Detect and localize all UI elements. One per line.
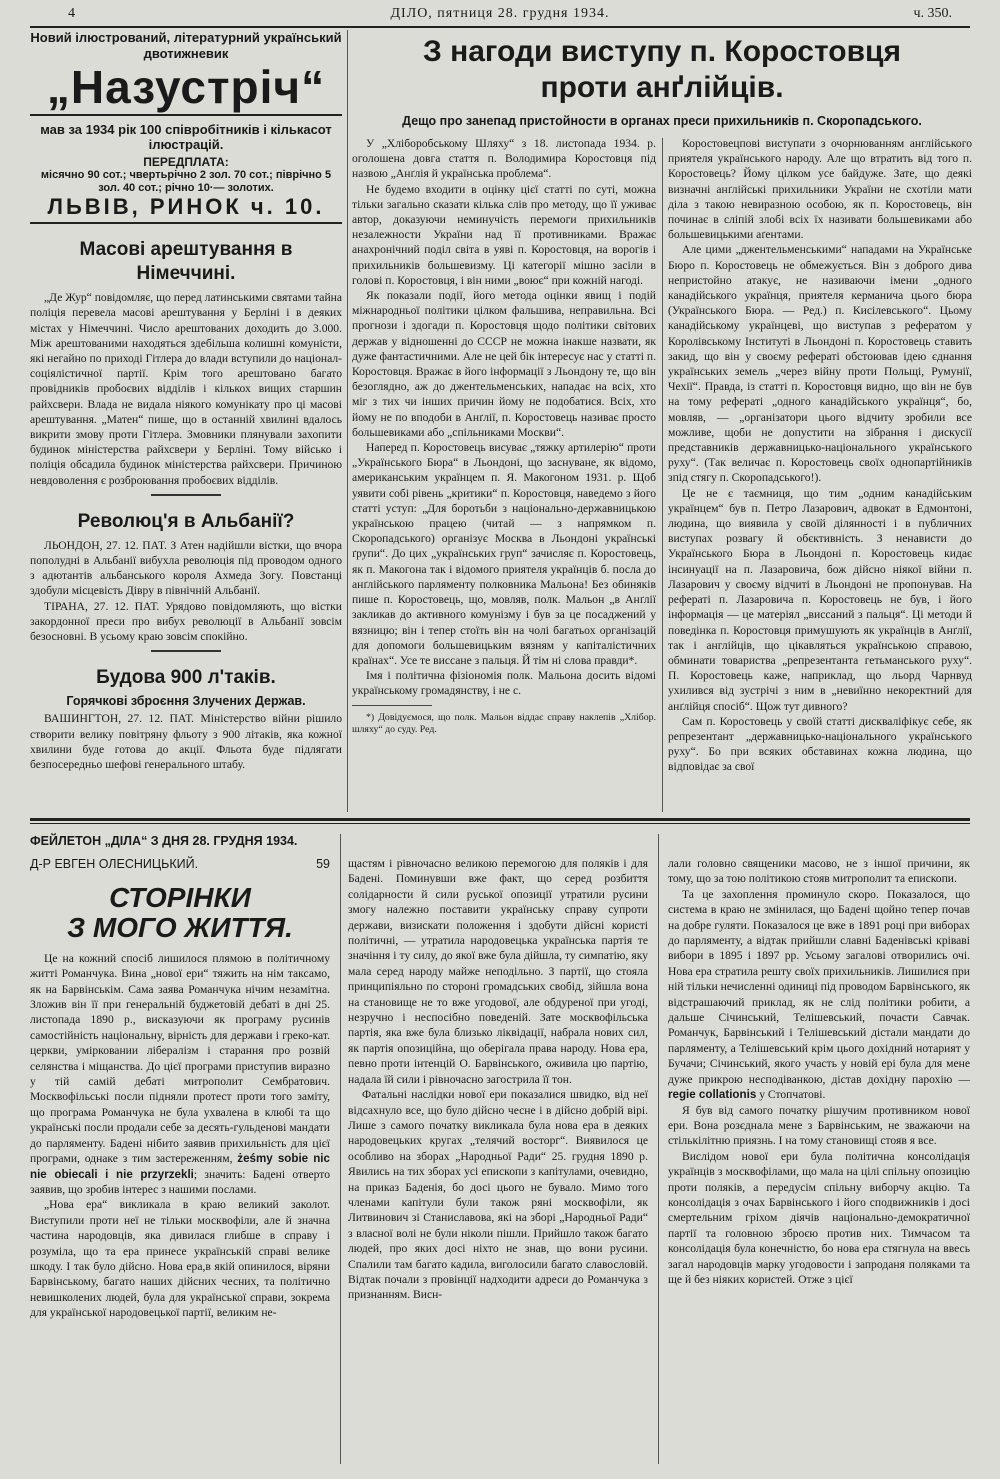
feuilleton-header: ФЕЙЛЕТОН „ДІЛА“ З ДНЯ 28. ГРУДНЯ 1934. xyxy=(30,834,298,848)
feuilleton-paragraph: „Нова ера“ викликала в краю великий заколот. Виступили проти неї не тільки москвофіли, але й значна частина народовців, яка дивилася глибше в справу і розуміла, що та ера принесе українській справі велике шкоду. І так було дійсно. Нова ера,в якій опинилося, віряни Барвінському, багато наших дійсних чесних, та політично невишколених людей, була для української справи, зокрема для української народовецької партії, великим не- xyxy=(30,1198,330,1320)
column-divider xyxy=(340,834,341,1464)
masthead-date: ДІЛО, пятниця 28. грудня 1934. xyxy=(390,6,610,21)
feuilleton-number: 59 xyxy=(316,857,330,872)
article-paragraph: Але цими „джентельменськими“ нападами на Українське Бюро п. Коростовець не обмежується. Він з доброго дива непристойно атакує, не називаючи імени „одного канадійського українця, приятеля керманича цього бюра (Українського Бюра. — Ред.) п. Кисілевського“. Цьому канадійському українцеві, що виступав з рефератом у Королівському Інституті в Льондоні п. Коростовець ставить закид, що він у своєму рефераті обстоював ідею єднання українських земель „через війну проти Польщі, Румунії, Чехії“. Правда, із статті п. Коростовця видно, що він не був на тому рефераті „одного канадійського українця“, бо, мовляв, — „організатори цього відчиту зробили все можливе, щоби не допустити на зібрання і дискусії представників державницько-національного українського руху“. (Так величає п. Коростовець своїх однопартійників зпід стягу п. Скоропадського!). xyxy=(668,243,972,485)
article-paragraph: Наперед п. Коростовець висуває „тяжку артилерію“ проти „Українського Бюра“ в Льондоні, що заснуване, як відомо, американським українцем п. Я. Макогоном 1931. р. Щоб уявити собі рівень „критики“ п. Коростовця, наведемо з його статті уступ: „Для боротьби з національно-державницькою українською працею (читай — з напрямком п. Скоропадського) організує Москва в Льондоні українські ґрупи“. До цих „українських груп“ зачисляє п. Коростовець, як п. Макогона так і відомого приятеля українців б. посла до анґлійського парляменту полковника Мальона! Без обиняків пише п. Коростовець, що, мовляв, полк. Мальон „в Анґлії закликав до активного комунізму і був за це посаджений у вязницю; він і тепер стоїть він на чолі багатьох організацій для допомоги большевицьким вязням у капіталістичних країнах“. Усе те виссане з пальця. Й тім ні слова правди*. xyxy=(352,441,656,667)
feuilleton-text: Це на кожний спосіб лишилося плямою в політичному житті Романчука. Вина „нової ери“ тяжить на нім таксамо, як на Барвінськім. Сама заява Романчука нічим незамітна. Зложив він її при генеральній буджетовій дебаті в дні 25. листопада 1890 р., висказуючи як програму русинів самостійність національну, вірність для держави і греко-кат. церкви, умірковании лібералізм і старання про розвій селянства і міщанства. До цієї програми приступив виразно у тій самій дебаті митрополит Сембратович. Москвофільські посли підняли протест проти того заміту, що програма Романчука не була ухвалена в клюбі та що українські посли продали себе за десять-гульденові мандати до парляменту. Бадені нібито заявив прихильність для цієї програми, однаке з тим застереженням, xyxy=(30,951,330,1166)
article-col-2 xyxy=(668,136,972,775)
feuilleton-col-1 xyxy=(30,834,330,1321)
article-subtitle: Дещо про занепад пристойности в органах преси прихильників п. Скоропадського. xyxy=(402,114,922,128)
article-col-1 xyxy=(352,136,656,775)
article-paragraph: У „Хліборобському Шляху“ з 18. листопада 1934. р. оголошена довга стаття п. Володимира Коростовця під назвою „Анґлія й українська проблема“. xyxy=(352,137,656,181)
news2-p1: ЛЬОНДОН, 27. 12. ПАТ. З Атен надійшли вістки, що вчора пополудні в Альбанії вибухла революція під проводом одного з адютантів альбанського короля Ахмеда Зогу. Повстанці здобули місцевість Діврy в північній Альбанії. xyxy=(30,538,342,598)
news1-body: „Де Жур“ повідомляє, що перед латинськими святами тайна поліція перевела масові арештування у Берліні і в деяких містах у Німеччині. Число арештованих доходить до 3.000. Між арештованими находяться здебільша колишні комуністи, які негайно по приході Гітлера до влади вступили до націонал-соціялістичної партії. Крім того арештовано багато провідників пробоєвих відділів і кількох вищих старшин райхсвери. Влада не видала ніякого комунікату про ці масові арештування. „Матен“ пише, що в останній хвилині вдалось викрити змову проти Гітлера. Змовники плянували захопити будинок міністерства райхсвери у Берліні. Тому військо і поліція обсадила будинок міністерства райхсвери. Причиною невдоволення є розброювання пробоєвих відділів. xyxy=(30,291,342,487)
feuilleton-title-line2: З МОГО ЖИТТЯ. xyxy=(67,911,293,943)
feuilleton-title-line1: СТОРІНКИ xyxy=(109,881,251,913)
ad-address: ЛЬВІВ, РИНОК ч. 10. xyxy=(47,194,325,219)
ad-subs-prices: місячно 90 сот.; чвертьрічно 2 зол. 70 сот.; піврічно 5 зол. 40 сот.; річно 10·— золотих. xyxy=(40,169,332,194)
news3-title: Будова 900 л'таків. xyxy=(96,667,276,689)
feuilleton-paragraph xyxy=(30,951,330,1198)
feuilleton-latin: regie collationis xyxy=(668,1088,757,1102)
feuilleton-paragraph: лали головно священики масово, не з іншої причини, як тому, що за тою політикою стояв митрополит та епископи. xyxy=(668,857,970,886)
article-paragraph: Імя і політична фізіономія полк. Мальона досить відомі українському громадянству, і не с. xyxy=(352,669,656,698)
article-paragraph: Сам п. Коростовець у своїй статті дискваліфікує себе, як репрезентант „державницько-національного українського руху“. Бо при всяких обставинах кожна людина, що відповідає за свої xyxy=(668,714,972,774)
feuilleton-rule xyxy=(30,818,970,824)
footnote-rule xyxy=(352,705,432,706)
feuilleton-title xyxy=(30,883,330,943)
article-paragraph: Це не є таємниця, що тим „одним канадійським українцем“ був п. Петро Лазарович, адвокат в Едмонтоні, людина, що виявила у своїй ділянності і в публичних виступах розвагу й обєктивність. З ненависти до Українського Бюра в Льондоні п. Коростовець кидає інсинуації на п. Лазаровича, бож дійсно ніякої війни п. Лазарович у своєму відчиті в Льондоні не пропонував. На рефераті п. Лазаровича п. Коростовець не був, і його інформація — це матеріял „виссаний з пальця“. Ці методи й поведінка п. Коростовця примушують як українців в Анґлії, так і англійців, що цікавляться українською справою, обминати товариства „репрезентанта гетьманського руху“. П. Коростовець каже, наприклад, що льорд Чарнвуд ухилився від зустрічі з ним в „невиїнно некоректний для анґлійця спосіб“. Щож тут дивного? xyxy=(668,486,972,713)
feuilleton-paragraph: Я був від самого початку рішучим противником нової ери. Вона розєднала мене з Барвінським, не зважаючи на стількілітню приязнь. І на тому становищі стояв я все. xyxy=(668,1103,970,1148)
feuilleton-col-3 xyxy=(668,856,970,1287)
feuilleton-author: Д-Р ЕВГЕН ОЛЕСНИЦЬКИЙ. xyxy=(30,857,199,872)
feuilleton-text: Та це захоплення проминуло скоро. Показалося, що система в краю не змінилася, що Бадені щойно тепер почав на добре гуляти. Показалося це вже в 1891 році при виборах до парляменту, а відтак прийшли славні Баденівські кріваві вибори в 1895 і 1897 рр. Усьому загалові отворились очі. Нова ера стратила решту своїх прихильників. Лишилися при ній тільки нечисленні одиниці під проводом Барвінського, як відстрашаючий приклад, як не слід політики робити, а дальше Січинський, Телішевський, почасти Савчак. Романчук, Барвінський і Телішевський дістали мандати до парляменту, а Телішевський крім цього дохідний нотарият у Бучачи; Січинський, якого участь у новій ері була для мене дуже прикрою несподіванкою, дістав дохідну парохію — xyxy=(668,887,971,1086)
ad-subs-label: ПЕРЕДПЛАТА: xyxy=(143,155,229,169)
news3-subtitle: Горячкові зброєння Злучених Держав. xyxy=(66,694,306,709)
article-title-line1: З нагоди виступу п. Коростовця xyxy=(423,35,901,68)
ad-divider xyxy=(30,114,342,116)
ad-stats: мав за 1934 рік 100 співробітників і кількасот ілюстрацій. xyxy=(40,122,332,152)
news1-title: Масові арештування в Німеччині. xyxy=(79,239,293,285)
feuilleton-byline xyxy=(30,857,330,872)
ad-brand: „Назустріч“ xyxy=(46,61,326,113)
news2-title: Революц'я в Альбанії? xyxy=(77,510,295,532)
feuilleton-paragraph: Вислідом нової ери була політична консолідація українців з москвофілами, що мала на цілі спільну опозицію проти поляків, а передусім спільну виборчу акцію. Та консолідація з очах Барвінського і його сподвижників і досі смертельним гріхом діячів національно-демократичної партії та головною зброєю против них. Тимчасом та консолідація була конечністю, бо нова ера стягнула на ввесь загал народовців марку угодовости і запроданя поляками та ще й без ніяких користей. Отже з цієї xyxy=(668,1149,970,1286)
feuilleton-quote: żeśmy sobie nic nie obiecali i nie przyrzekli xyxy=(30,1152,330,1181)
article-footnote: *) Довідуємося, що полк. Мальон віддає справу наклепів „Хлібор. шляху“ до суду. Ред. xyxy=(352,711,656,736)
column-divider xyxy=(662,138,663,812)
masthead-rule xyxy=(30,26,970,28)
news3-body: ВАШИНГТОН, 27. 12. ПАТ. Міністерство війни рішило створити велику повітряну фльоту з 900 літаків, яка кожної хвилини буде готова до акції. Фльота буде підлягати безпосередньо шефові генерального штабу. xyxy=(30,712,342,772)
article-paragraph: Коростовецпові виступати з очорнюванням англійського приятеля українського народу. Але що втратить від того п. Коростовець? Йому цілком усе байдуже. Зате, що деякі визначні анґлійські прихильники України не схотіли мати діла з такою невиразною особою, як п. Коростовець, він починає в сліпій злобі всіх їх називати большевиками або большевицькими аґентами. xyxy=(668,137,972,242)
feuilleton-text: у Стопчатові. xyxy=(759,1088,826,1102)
separator xyxy=(151,494,221,496)
article-paragraph: Як показали події, його метода оцінки явищ і подій міжнародньої політики цілком фальшива, неправильна. Всі прогнози і здогади п. Коростовця щодо політики світових держав у відношенні до СССР не можна інакше назвати, як дуже фантастичними. Але не цей бік інтересує нас у статті п. Коростовця. Вражає в його інформації з Льондону те, що він безоглядно, аж до джентельменських, нападає на всіх, хто міг з тих чи інших причин йому не подобатися. Всіх, хто йому не по вподоби в Анґлії, п. Коростовець називає просто большевиками або „спільниками Москви“. xyxy=(352,289,656,439)
column-divider xyxy=(347,30,348,812)
left-column xyxy=(30,30,342,772)
article-paragraph: Не будемо входити в оцінку цієї статті по суті, можна тільки загально сказати кілька слів про методу, що її уживає автор, доказуючи неминучість перемоги прихильників незалежности України над її противниками. Вражає анахронічний поділ світа в уяві п. Коростовця, на ворогів і прихильників большевизму. Ці категорії мішно засіли в голові п. Коростовця, і він ними „воює“ при кожній нагоді. xyxy=(352,182,656,287)
page-number: 4 xyxy=(68,6,75,21)
masthead xyxy=(30,4,970,26)
advertisement xyxy=(30,30,342,224)
column-divider xyxy=(658,834,659,1464)
ad-tagline: Новий ілюстрований, літературний український двотижневик xyxy=(30,30,342,61)
feuilleton-col-2 xyxy=(348,856,648,1303)
issue-number: ч. 350. xyxy=(913,6,952,21)
feuilleton-paragraph: щастям і рівночасно великою перемогою для поляків і для Бадені. Поминувши вже факт, що серед розбиття солідарности й сили руської опозиції утратили русини змогу належно поставити українську справу супроти держави, визискати положення і здобути дійсні користі політичні, — утратила народовецька українська партія те значіння і ту силу, до якої вже була дійшла, ту симпатію, яку мала серед народу майже неподільно. З партії, що стояла принципіяльно по стороні громадських свобід, зійшла вона на становище не то вже угодової, але обдуреної при угоді, незручно і неспосібно поведеній. Зате москвофільська партія, яка вже була близько ліквідації, набрала нових сил, як партія опозиційна, що оберігала права народу. Нова ера, певно проти інтенцій О. Барвінського, оживила цю партію, надала їй сили і рівночасно загострила її тон. xyxy=(348,857,648,1086)
feuilleton-paragraph: Фатальні наслідки нової ери показалися швидко, від неї відсахнуло все, що було дійсно чесне і в дійсно добрій вірі. Лише з самого початку викликала була нова ера в деяких народовецьких кругах „телячий восторг“. Виявилося це особливо на зборах „Народньої Ради“ 25. грудня 1890 р. Явились на тих зборах усі епископи з капітулами, очевидно, на приказ Баденія, бо досі цього не бувало. Мимо того членами капітули були також ряні москвофіли, як Литвинович зі Станиславова, які на зборі „Народньої Ради“ з власної волі не були ніколи пішли. Прийшло також багато людей, про яких досі ніхто не знав, що вони русини. Спалили там багато кадила, виголосили багато славословій. Відтак почали з провінції надходити адреси до Романчука з признанням. Висн- xyxy=(348,1088,648,1302)
news2-p2: ТІРАНА, 27. 12. ПАТ. Урядово повідомляють, що вістки закордонної преси про вибух революції в Альбанії зовсім безосновні. В усьому краю зовсім спокійно. xyxy=(30,599,342,644)
feuilleton-paragraph xyxy=(668,887,970,1103)
article-title-line2: проти анґлійців. xyxy=(540,71,784,104)
feuilleton-text: ; значить: Бадені отверто заявив, що зробив інтерес з нашими послами. xyxy=(30,1167,330,1196)
separator xyxy=(151,650,221,652)
